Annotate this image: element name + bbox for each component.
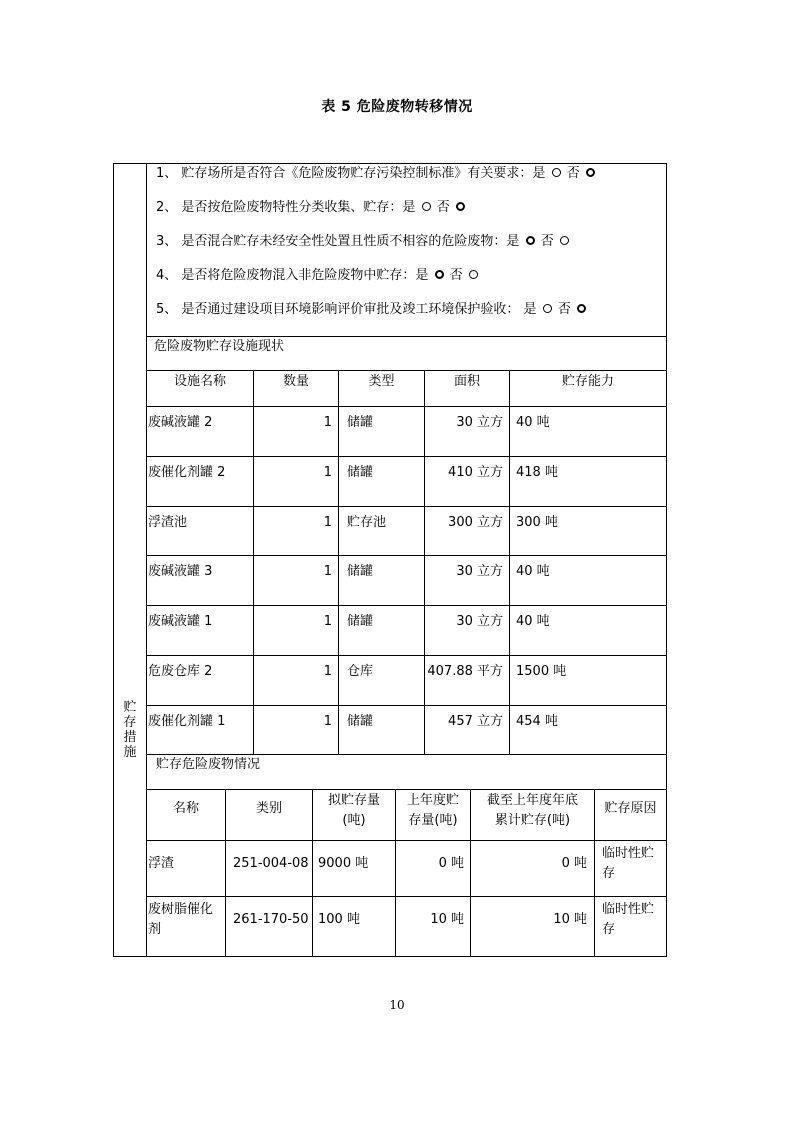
side-label-char: 施	[123, 745, 137, 760]
facility-header-count: 数量	[282, 374, 309, 389]
waste-name-cell: 剂	[148, 922, 162, 937]
waste-last-year-cell: 0 吨	[438, 856, 464, 871]
facility-count-cell: 1	[323, 614, 332, 629]
waste-last-year-cell: 10 吨	[430, 912, 464, 927]
checklist-no-label: 否	[566, 166, 580, 181]
checklist-no-label: 否	[540, 234, 554, 249]
facility-type-cell: 贮存池	[347, 515, 387, 530]
facility-name-cell: 废碱液罐 1	[148, 614, 213, 629]
waste-cumulative-cell: 0 吨	[561, 856, 587, 871]
facility-capacity-cell: 300 吨	[516, 515, 558, 530]
waste-category-cell: 261-170-50	[233, 912, 309, 927]
side-label-char: 贮	[123, 700, 137, 715]
facility-name-cell: 废催化剂罐 1	[148, 714, 226, 729]
waste-planned-cell: 100 吨	[318, 912, 360, 927]
facility-type-cell: 储罐	[347, 714, 374, 729]
facility-header-divider	[146, 406, 666, 407]
waste-header-last-year: 上年度贮	[406, 793, 459, 808]
facility-count-cell: 1	[323, 465, 332, 480]
checklist-item	[156, 232, 571, 252]
facility-capacity-cell: 40 吨	[516, 614, 550, 629]
facility-area-cell: 30 立方	[456, 614, 503, 629]
facility-area-cell: 300 立方	[448, 515, 503, 530]
side-label	[114, 700, 146, 760]
facility-count-cell: 1	[323, 564, 332, 579]
table-title: 表 5 危险废物转移情况	[321, 99, 473, 115]
waste-row-divider	[146, 896, 666, 897]
radio-selected-icon[interactable]	[435, 270, 444, 279]
facility-type-cell: 仓库	[347, 664, 374, 679]
facility-area-cell: 457 立方	[448, 714, 503, 729]
facility-row-divider	[146, 555, 666, 556]
waste-header-category: 类别	[255, 801, 282, 816]
facility-area-cell: 410 立方	[448, 465, 503, 480]
waste-header-planned: 拟贮存量	[327, 793, 380, 808]
facility-capacity-cell: 40 吨	[516, 564, 550, 579]
facility-name-cell: 浮渣池	[148, 515, 188, 530]
waste-name-cell: 废树脂催化	[148, 902, 214, 917]
facility-area-cell: 407.88 平方	[427, 664, 503, 679]
facility-row-divider	[146, 456, 666, 457]
checklist-item	[156, 164, 597, 184]
checklist-no-label: 否	[557, 302, 571, 317]
facility-capacity-cell: 418 吨	[516, 465, 558, 480]
waste-header-reason: 贮存原因	[604, 801, 657, 816]
page-number: 10	[389, 998, 405, 1012]
side-label-char: 存	[123, 715, 137, 730]
facility-type-cell: 储罐	[347, 415, 374, 430]
side-label-char: 措	[123, 730, 137, 745]
radio-empty-icon[interactable]	[552, 168, 561, 177]
facility-capacity-cell: 40 吨	[516, 415, 550, 430]
facility-col-divider	[509, 370, 510, 755]
facility-header-area: 面积	[453, 374, 480, 389]
waste-category-cell: 251-004-08	[233, 856, 309, 871]
facility-header-name: 设施名称	[173, 374, 226, 389]
facility-capacity-cell: 1500 吨	[516, 664, 567, 679]
facility-capacity-cell: 454 吨	[516, 714, 558, 729]
waste-reason-cell: 临时性贮	[602, 846, 655, 861]
waste-section-title: 贮存危险废物情况	[156, 757, 261, 772]
radio-empty-icon[interactable]	[469, 270, 478, 279]
facility-section-title: 危险废物贮存设施现状	[154, 339, 285, 354]
checklist-item-text: 3、 是否混合贮存未经安全性处置且性质不相容的危险废物：是	[156, 234, 520, 249]
facility-count-cell: 1	[323, 515, 332, 530]
radio-selected-icon[interactable]	[526, 236, 535, 245]
waste-header-cumulative: 截至上年度年底	[486, 793, 578, 808]
radio-empty-icon[interactable]	[560, 236, 569, 245]
waste-header-last-year-2: 存量(吨)	[408, 813, 458, 828]
facility-type-cell: 储罐	[347, 465, 374, 480]
facility-row-divider	[146, 506, 666, 507]
facility-type-cell: 储罐	[347, 614, 374, 629]
waste-header-divider	[146, 840, 666, 841]
checklist-item	[156, 300, 588, 320]
radio-selected-icon[interactable]	[456, 202, 465, 211]
table-right-border	[666, 163, 667, 957]
radio-selected-icon[interactable]	[586, 168, 595, 177]
checklist-item-text: 4、 是否将危险废物混入非危险废物中贮存：是	[156, 268, 429, 283]
checklist-item	[156, 266, 480, 286]
facility-title-divider	[146, 370, 666, 371]
checklist-item	[156, 198, 467, 218]
checklist-item-text: 5、 是否通过建设项目环境影响评价审批及竣工环境保护验收： 是	[156, 302, 537, 317]
facility-row-divider	[146, 605, 666, 606]
waste-header-cumulative-2: 累计贮存(吨)	[494, 813, 571, 828]
waste-reason-cell: 临时性贮	[602, 902, 655, 917]
checklist-no-label: 否	[449, 268, 463, 283]
table-bottom-border	[113, 956, 667, 957]
checklist-item-text: 2、 是否按危险废物特性分类收集、贮存：是	[156, 200, 416, 215]
facility-count-cell: 1	[323, 415, 332, 430]
waste-cumulative-cell: 10 吨	[553, 912, 587, 927]
waste-reason-cell: 存	[602, 922, 616, 937]
facility-row-divider	[146, 655, 666, 656]
side-column-divider	[146, 163, 147, 957]
facility-name-cell: 废催化剂罐 2	[148, 465, 226, 480]
waste-header-name: 名称	[172, 801, 199, 816]
facility-area-cell: 30 立方	[456, 415, 503, 430]
facility-name-cell: 废碱液罐 3	[148, 564, 213, 579]
facility-count-cell: 1	[323, 664, 332, 679]
facility-name-cell: 危废仓库 2	[148, 664, 213, 679]
radio-selected-icon[interactable]	[577, 304, 586, 313]
radio-empty-icon[interactable]	[422, 202, 431, 211]
facility-col-divider	[338, 370, 339, 755]
facility-type-cell: 储罐	[347, 564, 374, 579]
checklist-no-label: 否	[436, 200, 450, 215]
table-left-border	[113, 163, 114, 957]
waste-name-cell: 浮渣	[148, 856, 175, 871]
waste-reason-cell: 存	[602, 866, 616, 881]
facility-header-capacity: 贮存能力	[561, 374, 614, 389]
waste-planned-cell: 9000 吨	[318, 856, 369, 871]
waste-title-divider	[146, 789, 666, 790]
facility-header-type: 类型	[368, 374, 395, 389]
checklist-item-text: 1、 贮存场所是否符合《危险废物贮存污染控制标准》有关要求：是	[156, 166, 546, 181]
facility-area-cell: 30 立方	[456, 564, 503, 579]
facility-count-cell: 1	[323, 714, 332, 729]
facility-name-cell: 废碱液罐 2	[148, 415, 213, 430]
waste-header-planned-unit: (吨)	[342, 813, 366, 828]
radio-empty-icon[interactable]	[543, 304, 552, 313]
facility-row-divider	[146, 705, 666, 706]
